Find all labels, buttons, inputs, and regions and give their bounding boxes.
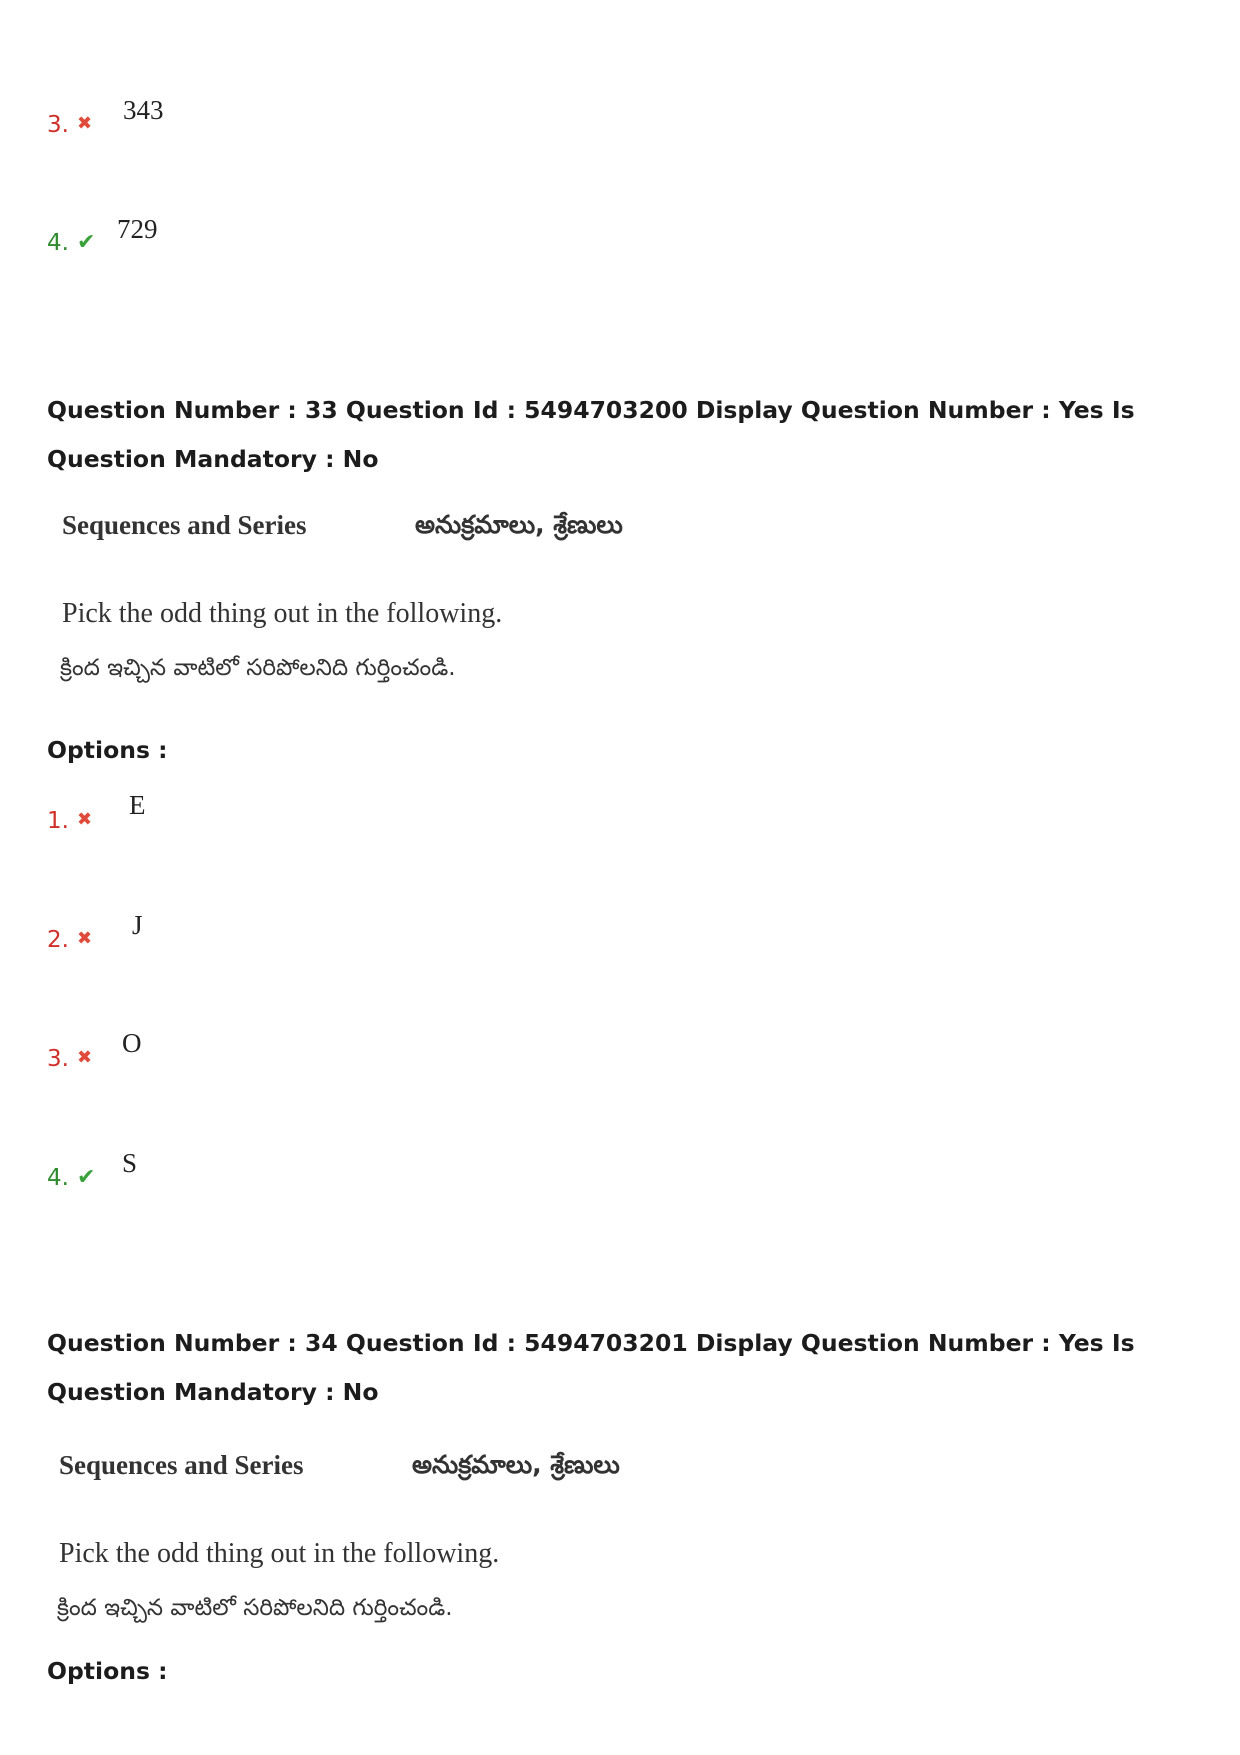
topic-english: Sequences and Series — [62, 510, 307, 540]
option-row — [47, 1046, 92, 1072]
topic-telugu: అనుక్రమాలు, శ్రేణులు — [412, 1450, 620, 1479]
option-value: 343 — [123, 95, 164, 125]
cross-icon: ✖ — [76, 113, 93, 134]
question-text-english: Pick the odd thing out in the following. — [62, 598, 503, 629]
topic-telugu: అనుక్రమాలు, శ్రేణులు — [415, 510, 623, 539]
options-label: Options : — [47, 736, 168, 764]
option-row — [47, 808, 92, 834]
cross-icon: ✖ — [76, 809, 93, 830]
check-icon: ✔ — [76, 230, 96, 255]
topic-english: Sequences and Series — [59, 1450, 304, 1480]
option-row — [47, 1165, 95, 1191]
option-value: S — [122, 1148, 138, 1178]
cross-icon: ✖ — [76, 1047, 93, 1068]
option-number: 3. — [47, 1046, 69, 1072]
question-text-telugu: క్రింద ఇచ్చిన వాటిలో సరిపోలనిది గుర్తించండి. — [57, 1595, 453, 1621]
question-text-telugu: క్రింద ఇచ్చిన వాటిలో సరిపోలనిది గుర్తించండి. — [60, 655, 456, 681]
option-value: J — [132, 910, 143, 940]
option-number: 4. — [47, 1165, 69, 1191]
option-value: O — [122, 1028, 142, 1058]
option-number: 4. — [47, 230, 69, 256]
option-value: 729 — [117, 214, 158, 244]
option-value: E — [129, 790, 146, 820]
options-label: Options : — [47, 1657, 168, 1685]
option-number: 2. — [47, 927, 69, 953]
question-header: Question Number : 33 Question Id : 5494703200 Display Question Number : Yes Is Question Mandatory : No — [47, 396, 1135, 473]
option-row — [47, 927, 92, 953]
cross-icon: ✖ — [76, 928, 93, 949]
question-text-english: Pick the odd thing out in the following. — [59, 1538, 500, 1569]
option-number: 1. — [47, 808, 69, 834]
option-row — [47, 230, 95, 256]
option-number: 3. — [47, 112, 69, 138]
check-icon: ✔ — [76, 1165, 96, 1190]
question-header: Question Number : 34 Question Id : 5494703201 Display Question Number : Yes Is Question Mandatory : No — [47, 1329, 1135, 1406]
option-row — [47, 112, 92, 138]
